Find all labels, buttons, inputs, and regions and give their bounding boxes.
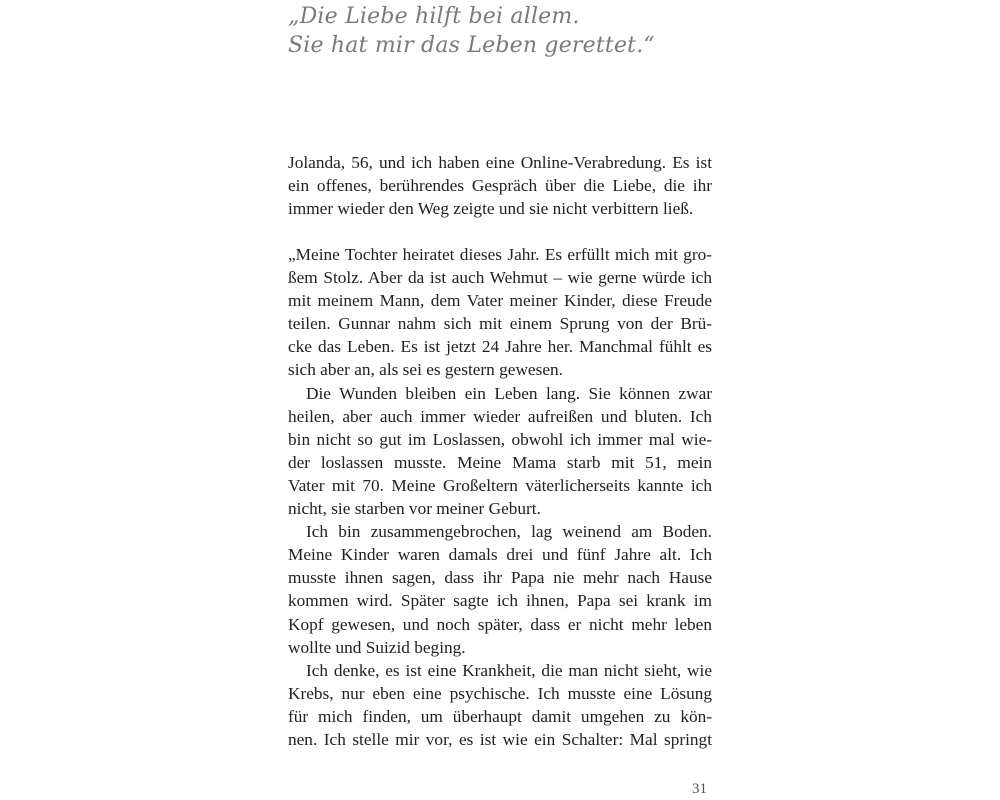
text-line: Ich bin zusammengebrochen, lag weinend am Boden. [306,522,712,542]
text-line: kommen wird. Später sagte ich ihnen, Papa sei krank im [288,591,712,611]
text-line: teilen. Gunnar nahm sich mit einem Sprung von der Brü- [288,314,712,334]
text-line: bin nicht so gut im Loslassen, obwohl ich immer mal wie- [288,429,712,449]
text-line: der loslassen musste. Meine Mama starb mit 51, mein [288,452,712,472]
text-line: heilen, aber auch immer wieder aufreißen und bluten. Ich [288,406,712,426]
text-line: immer wieder den Weg zeigte und sie nicht verbittern ließ. [288,199,694,219]
text-line: Ich denke, es ist eine Krankheit, die man nicht sieht, wie [306,660,712,680]
text-line: Meine Kinder waren damals drei und fünf Jahre alt. Ich [288,545,712,565]
text-line: „Meine Tochter heiratet dieses Jahr. Es erfüllt mich mit gro- [288,245,712,264]
paragraph-4 [288,659,712,751]
text-line: Die Wunden bleiben ein Leben lang. Sie können zwar [306,383,712,403]
text-line: ßem Stolz. Aber da ist auch Wehmut – wie gerne würde ich [288,268,712,288]
text-line: wollte und Suizid beging. [288,637,466,657]
text-line: für mich finden, um überhaupt damit umgehen zu kön- [288,706,712,726]
text-line: musste ihnen sagen, dass ihr Papa nie mehr nach Hause [288,568,712,588]
text-line: sich aber an, als sei es gestern gewesen. [288,360,563,380]
paragraph-3 [288,520,712,659]
text-line: mit meinem Mann, dem Vater meiner Kinder, diese Freude [288,291,712,311]
paragraph-2 [288,382,712,521]
quote-line-2: Sie hat mir das Leben gerettet.“ [288,33,655,58]
text-line: Vater mit 70. Meine Großeltern väterlicherseits kannte ich [288,475,712,495]
text-line: ein offenes, berührendes Gespräch über die Liebe, die ihr [288,176,712,196]
text-line: nen. Ich stelle mir vor, es ist wie ein Schalter: Mal springt [288,729,712,749]
text-line: Kopf gewesen, und noch später, dass er nicht mehr leben [288,614,712,634]
intro-paragraph [288,151,712,220]
chapter-quote [288,2,748,60]
paragraph-1 [288,243,712,382]
text-line: Krebs, nur eben eine psychische. Ich musste eine Lösung [288,683,712,703]
page-number: 31 [692,781,707,797]
quote-line-1: „Die Liebe hilft bei allem. [288,4,580,29]
text-line: Jolanda, 56, und ich haben eine Online-Verabredung. Es ist [288,153,712,172]
text-line: nicht, sie starben vor meiner Geburt. [288,499,541,519]
body-text [288,243,712,751]
text-line: cke das Leben. Es ist jetzt 24 Jahre her. Manchmal fühlt es [288,337,712,357]
